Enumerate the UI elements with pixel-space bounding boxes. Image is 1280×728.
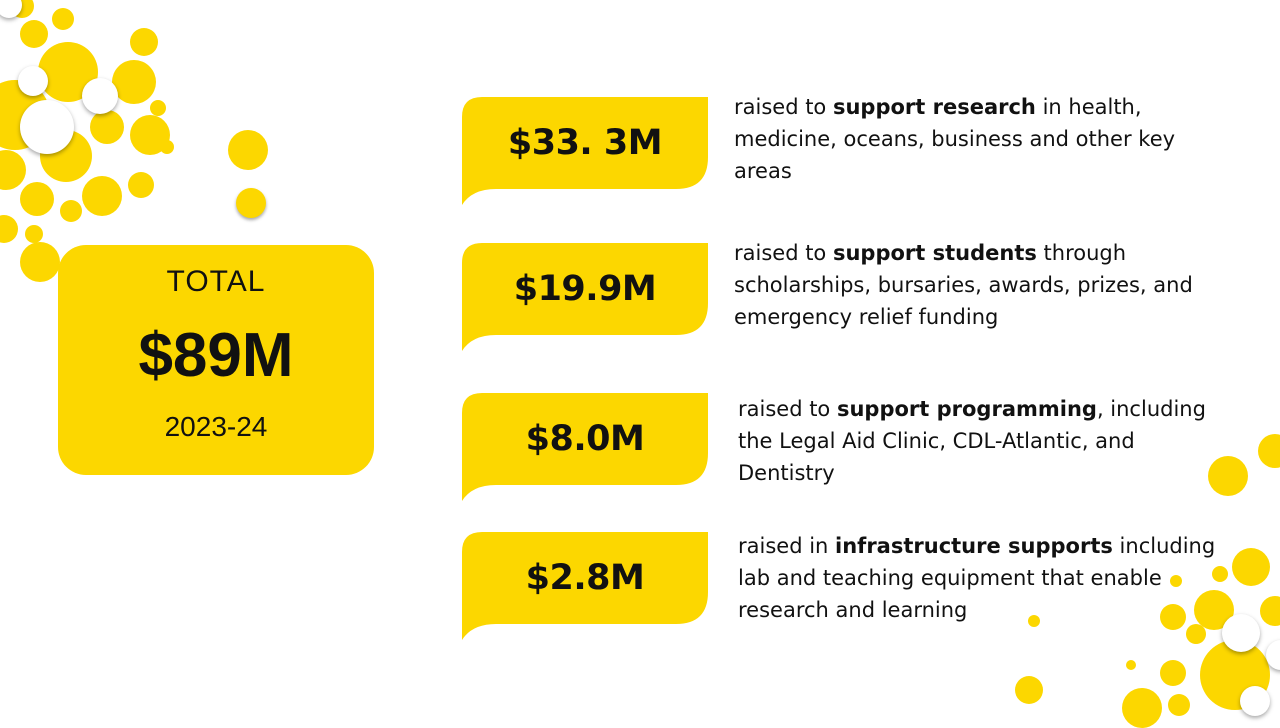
stat-description	[734, 91, 1224, 187]
decor-dot	[130, 115, 170, 155]
decor-dot	[1266, 640, 1280, 670]
decor-dot	[20, 20, 48, 48]
decor-dot	[82, 78, 118, 114]
desc-text: including lab and teaching equipment that enable research and learning	[738, 534, 1216, 622]
decor-dot	[1240, 686, 1270, 716]
decor-dot	[1126, 660, 1136, 670]
decor-dot	[38, 42, 98, 102]
amount-value: $33. 3M	[507, 123, 663, 163]
desc-highlight: support research	[832, 95, 1036, 119]
decor-dot	[20, 242, 60, 282]
amount-bubble	[462, 243, 712, 353]
stat-description	[738, 530, 1228, 626]
desc-highlight: infrastructure supports	[835, 534, 1113, 558]
decor-dot	[1122, 688, 1162, 728]
decor-dot	[0, 215, 18, 243]
decor-dot	[130, 28, 158, 56]
decor-dot	[18, 66, 48, 96]
stat-row-research	[462, 97, 1262, 207]
decor-dot	[228, 130, 268, 170]
decor-dot	[1200, 640, 1270, 710]
decor-dot	[10, 0, 34, 18]
desc-text: raised in	[738, 534, 836, 558]
amount-value: $8.0M	[525, 419, 645, 459]
decor-dot	[160, 140, 174, 154]
decor-dot	[82, 176, 122, 216]
decor-dot	[20, 100, 74, 154]
desc-text: , including the Legal Aid Clinic, CDL-Atlantic, and Dentistry	[738, 397, 1206, 485]
total-amount: $89M	[138, 321, 294, 390]
total-card	[58, 245, 374, 475]
stat-description	[738, 393, 1228, 489]
desc-text: raised to	[738, 397, 837, 421]
stat-row-students	[462, 243, 1262, 353]
amount-bubble	[462, 97, 712, 207]
decor-dot	[1160, 660, 1186, 686]
amount-bubble	[462, 532, 712, 642]
decor-dot	[150, 100, 166, 116]
amount-bubble	[462, 393, 712, 503]
decor-dot	[0, 0, 22, 18]
amount-value: $2.8M	[525, 558, 645, 598]
desc-text: in health, medicine, oceans, business and other key areas	[734, 95, 1176, 183]
stat-description	[734, 237, 1224, 333]
decor-dot	[1168, 694, 1190, 716]
decor-dot	[90, 110, 124, 144]
decor-dot	[20, 182, 54, 216]
desc-highlight: support programming	[836, 397, 1097, 421]
decor-dot	[25, 225, 43, 243]
decor-dot	[1015, 676, 1043, 704]
decor-dot	[0, 80, 50, 150]
desc-text: raised to	[734, 95, 833, 119]
total-year: 2023-24	[164, 411, 268, 442]
decor-dot	[236, 188, 266, 218]
stat-row-programming	[462, 393, 1262, 503]
decor-dot	[1260, 596, 1280, 626]
desc-highlight: support students	[832, 241, 1037, 265]
desc-text: raised to	[734, 241, 833, 265]
decor-dot	[60, 200, 82, 222]
stat-row-infrastructure	[462, 532, 1262, 642]
total-label: TOTAL	[166, 265, 266, 298]
decor-dot	[112, 60, 156, 104]
decor-dot	[128, 172, 154, 198]
decor-dot	[40, 130, 92, 182]
amount-value: $19.9M	[513, 269, 657, 309]
desc-text: through scholarships, bursaries, awards, prizes, and emergency relief funding	[734, 241, 1193, 329]
decor-dot	[52, 8, 74, 30]
decor-dot	[0, 150, 26, 190]
